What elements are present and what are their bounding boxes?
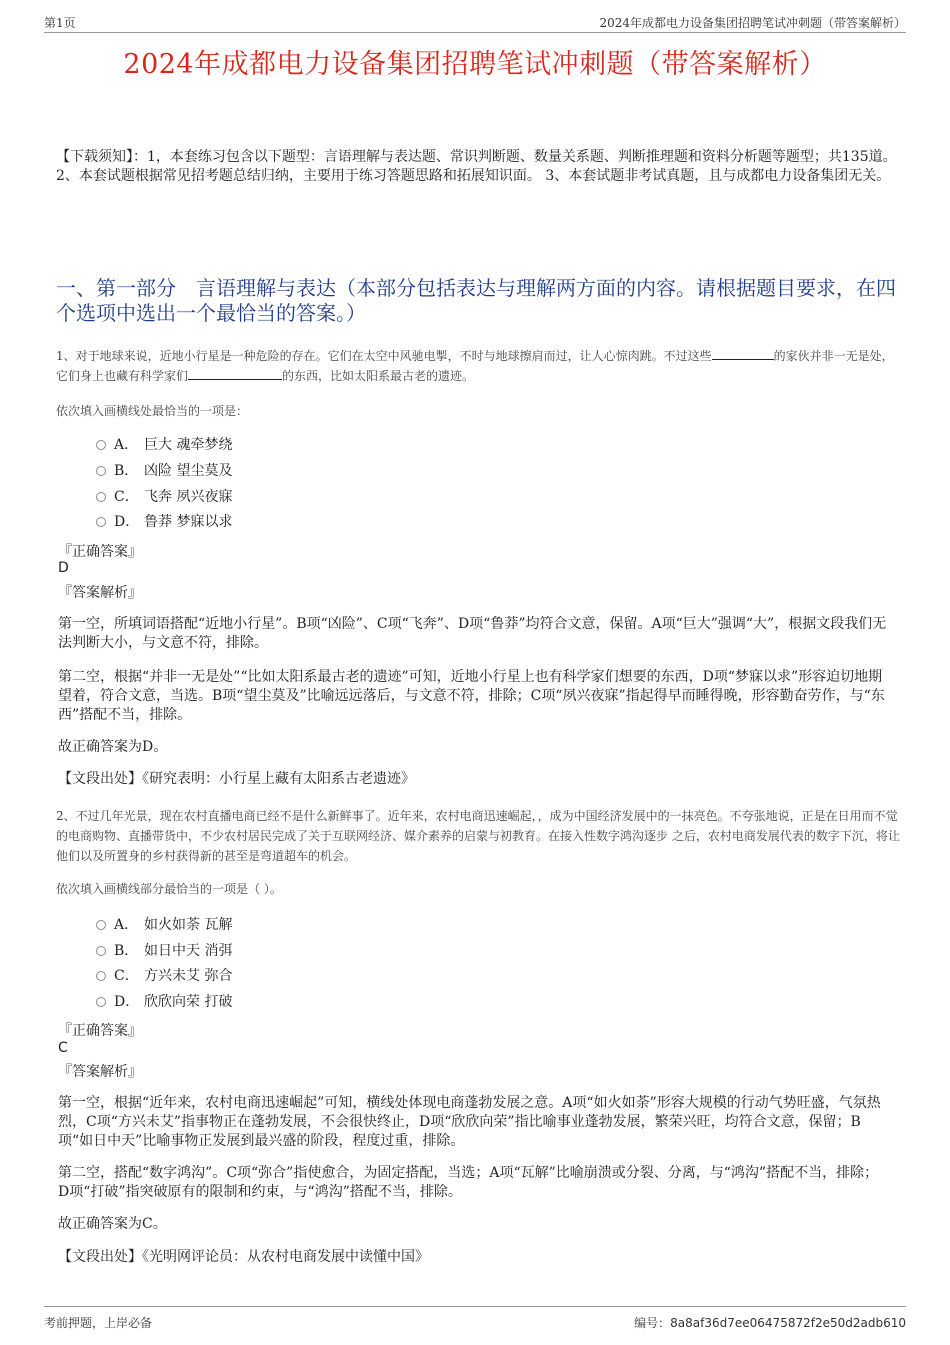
question-1-source: 【文段出处】《研究表明：小行星上藏有太阳系古老遗迹》: [58, 771, 415, 787]
question-1-analysis-1: 第一空，所填词语搭配“近地小行星”。B项“凶险”、C项“飞奔”、D项“鲁莽”均符合文意，保留。A项“巨大”强调“大”，根据文段我们无法判断大小，与文意不符，排除。: [58, 616, 887, 651]
question-2-stem: 2、不过几年光景，现在农村直播电商已经不是什么新鲜事了。近年来，农村电商迅速崛起，，成为中国经济发展中的一抹亮色。不夸张地说，正是在日用而不觉的电商购物、直播带货中，不少农村居民完成了关于互联网经济、媒介素养的启蒙与初教育。在接入性数字鸿沟逐步 之后，农村电商发展代表的数字下沉，将让他们以及所置身的乡村获得新的甚至是弯道超车的机会。: [56, 809, 900, 863]
footer-slogan: 考前押题，上岸必备: [44, 1316, 153, 1330]
question-1-analysis-3: 故正确答案为D。: [58, 739, 168, 755]
radio-icon[interactable]: [96, 517, 106, 527]
page-header: [44, 12, 906, 33]
question-1-option-a[interactable]: A． 巨大 魂牵梦绕: [96, 435, 232, 455]
question-1-option-b[interactable]: B． 凶险 望尘莫及: [96, 461, 232, 481]
radio-icon[interactable]: [96, 492, 106, 502]
question-2-analysis-2: 第二空，搭配“数字鸿沟”。C项“弥合”指使愈合，为固定搭配，当选；A项“瓦解”比喻崩溃或分裂、分离，与“鸿沟”搭配不当，排除；D项“打破”指突破原有的限制和约束，与“鸿沟”搭配不当，排除。: [58, 1165, 879, 1200]
footer-code: 编号：8a8af36d7ee06475872f2e50d2adb610: [634, 1316, 906, 1330]
question-2-analysis-tag: 『答案解析』: [58, 1064, 142, 1080]
question-1-analysis-2: 第二空，根据“并非一无是处”“比如太阳系最古老的遗迹”可知，近地小行星上也有科学家们想要的东西，D项“梦寐以求”形容迫切地期望着，符合文意，当选。B项“望尘莫及”比喻远远落后，与文意不符，排除；C项“夙兴夜寐”指起得早而睡得晚，形容勤奋劳作，与“东西”搭配不当，排除。: [58, 669, 885, 723]
radio-icon[interactable]: [96, 920, 106, 930]
section-heading: 一、第一部分 言语理解与表达（本部分包括表达与理解两方面的内容。请根据题目要求，在四个选项中选出一个最恰当的答案。）: [56, 276, 896, 325]
radio-icon[interactable]: [96, 971, 106, 981]
question-1-answer-tag: 『正确答案』: [58, 544, 142, 560]
radio-icon[interactable]: [96, 466, 106, 476]
question-1-stem: 1、对于地球来说，近地小行星是一种危险的存在。它们在太空中风驰电掣，不时与地球擦肩而过，让人心惊肉跳。不过这些 的家伙并非一无是处，它们身上也藏有科学家们 的东西，比如太阳系最古老的遗迹。: [56, 349, 894, 383]
question-2-answer-tag: 『正确答案』: [58, 1023, 142, 1039]
document-title: 2024年成都电力设备集团招聘笔试冲刺题（带答案解析）: [123, 49, 827, 80]
question-2-analysis-3: 故正确答案为C。: [58, 1216, 167, 1232]
question-1-prompt: 依次填入画横线处最恰当的一项是：: [56, 404, 249, 418]
question-2-prompt: 依次填入画横线部分最恰当的一项是（ ）。: [56, 882, 282, 896]
radio-icon[interactable]: [96, 997, 106, 1007]
question-1-answer: D: [58, 560, 69, 576]
question-1-analysis-tag: 『答案解析』: [58, 585, 142, 601]
radio-icon[interactable]: [96, 440, 106, 450]
header-doc-title: 2024年成都电力设备集团招聘笔试冲刺题（带答案解析）: [599, 16, 906, 30]
question-2-source: 【文段出处】《光明网评论员：从农村电商发展中读懂中国》: [58, 1249, 429, 1265]
download-notice: 【下载须知】：1，本套练习包含以下题型：言语理解与表达题、常识判断题、数量关系题、判断推理题和资料分析题等题型；共135道。 2、本套试题根据常见招考题总结归纳，主要用于练习答题思路和拓展知识面。 3、本套试题非考试真题，且与成都电力设备集团无关。: [56, 149, 897, 184]
question-1-option-c[interactable]: C． 飞奔 夙兴夜寐: [96, 487, 232, 507]
question-2-option-c[interactable]: C． 方兴未艾 弥合: [96, 966, 232, 986]
question-2-answer: C: [58, 1040, 68, 1056]
radio-icon[interactable]: [96, 946, 106, 956]
blank-line: [712, 347, 774, 360]
question-2-option-d[interactable]: D． 欣欣向荣 打破: [96, 992, 232, 1012]
question-2-option-b[interactable]: B． 如日中天 消弭: [96, 941, 232, 961]
question-1-option-d[interactable]: D． 鲁莽 梦寐以求: [96, 512, 232, 532]
question-2-option-a[interactable]: A． 如火如荼 瓦解: [96, 915, 232, 935]
blank-line: [188, 367, 282, 380]
page-number: 第1页: [44, 16, 76, 30]
page-footer: [44, 1306, 906, 1329]
question-2-analysis-1: 第一空，根据“近年来，农村电商迅速崛起”可知，横线处体现电商蓬勃发展之意。A项“如火如荼”形容大规模的行动气势旺盛，气氛热烈，C项“方兴未艾”指事物正在蓬勃发展，不会很快终止，D项“欣欣向荣”指比喻事业蓬勃发展，繁荣兴旺，均符合文意，保留；B项“如日中天”比喻事物正发展到最兴盛的阶段，程度过重，排除。: [58, 1095, 881, 1149]
